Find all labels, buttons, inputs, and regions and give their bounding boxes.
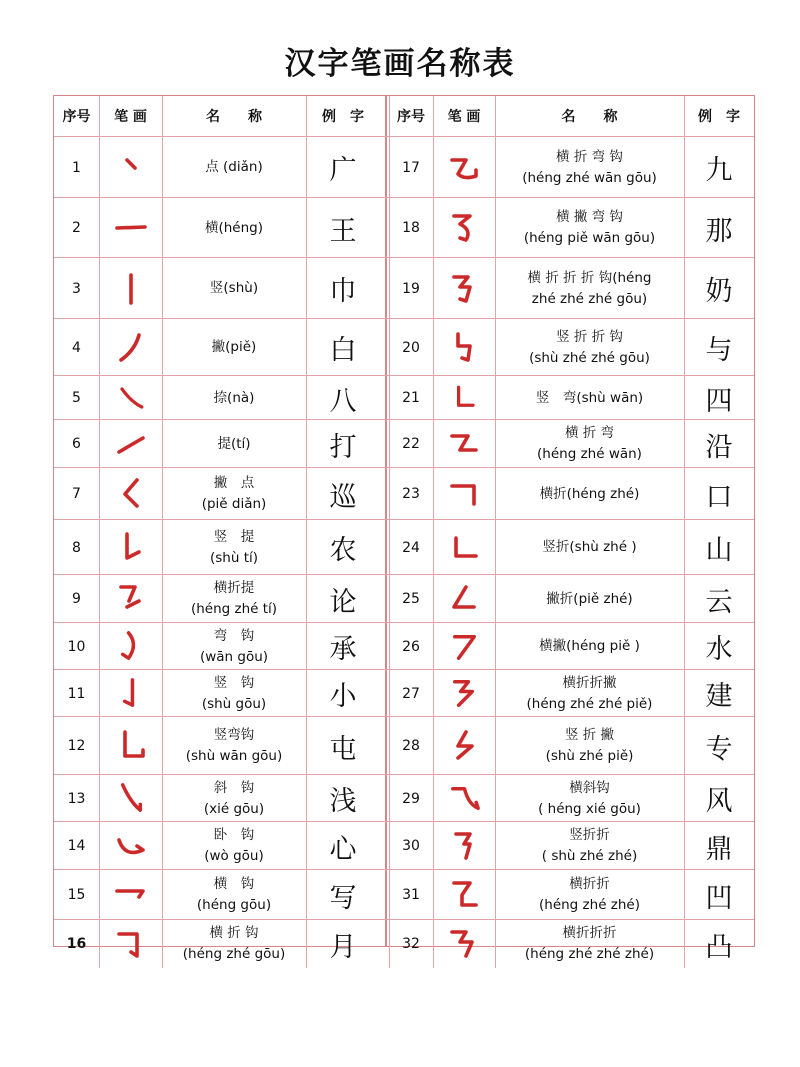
stroke-header: 笔 画: [447, 109, 481, 125]
stroke-name: 竖 弯(shù wān): [535, 389, 644, 406]
stroke-name: 横 折 折 折 钩(héng zhé zhé zhé gōu): [527, 269, 652, 307]
example-character: 月: [329, 931, 357, 963]
pie-stroke-icon: [111, 328, 151, 368]
stroke-name: 横 折 钩 (héng zhé gōu): [182, 925, 286, 962]
wangou-stroke-icon: [111, 627, 150, 666]
table-row: [54, 869, 754, 920]
table-row: [54, 257, 754, 319]
row-number: 28: [402, 738, 420, 754]
shu-stroke-icon: [111, 269, 151, 309]
stroke-cell: [99, 623, 162, 670]
piedian-stroke-icon: [111, 474, 151, 514]
stroke-name: 横 撇 弯 钩 (héng piě wān gōu): [523, 209, 656, 246]
table-row: [54, 136, 754, 198]
hengxiegou-stroke-icon: [445, 779, 484, 818]
stroke-cell: [433, 420, 495, 468]
stroke-name: 竖弯钩 (shù wān gōu): [185, 727, 283, 764]
example-character: 专: [705, 733, 733, 765]
stroke-cell: [99, 575, 162, 623]
row-number: 5: [72, 390, 81, 406]
example-character: 农: [329, 535, 357, 566]
hengpie-stroke-icon: [445, 627, 484, 666]
hengzhewan-stroke-icon: [444, 424, 484, 464]
stroke-cell: [433, 717, 495, 775]
stroke-cell: [99, 520, 162, 575]
row-number: 27: [402, 685, 420, 702]
stroke-cell: [433, 775, 495, 822]
stroke-cell: [99, 920, 162, 968]
page-title: 汉字笔画名称表: [284, 46, 516, 82]
example-character: 与: [705, 335, 733, 366]
row-number: 14: [67, 838, 86, 854]
stroke-name: 竖 提 (shù tí): [209, 528, 258, 566]
row-number: 9: [72, 591, 81, 607]
row-number: 25: [402, 591, 420, 607]
example-character: 水: [705, 634, 733, 665]
heng-stroke-icon: [111, 208, 151, 248]
example-character: 论: [329, 586, 357, 618]
example-character: 凹: [705, 882, 733, 914]
example-character: 小: [329, 681, 357, 712]
stroke-name: 撇折(piě zhé): [546, 590, 633, 607]
table-row: [54, 375, 754, 420]
table-row: [54, 318, 754, 376]
stroke-name: 竖 钩 (shù gōu): [201, 674, 267, 712]
stroke-name: 横 钩 (héng gōu): [196, 876, 272, 913]
table-row: [54, 519, 754, 575]
stroke-name: 横折提 (héng zhé tí): [190, 580, 278, 617]
hengzhewangou-stroke-icon: [444, 148, 484, 188]
header-row: [54, 96, 754, 136]
stroke-cell: [433, 920, 495, 968]
example-character: 白: [329, 335, 357, 366]
stroke-cell: [99, 198, 162, 258]
stroke-name: 竖 折 折 钩 (shù zhé zhé gōu): [529, 328, 650, 366]
row-number: 15: [67, 887, 86, 903]
index-header: 序号: [62, 109, 91, 125]
stroke-name: 竖折(shù zhé ): [542, 539, 637, 556]
row-number: 21: [402, 390, 420, 406]
stroke-name: 横折(héng zhé): [539, 485, 640, 502]
stroke-cell: [433, 575, 495, 623]
stroke-name: 斜 钩 (xié gōu): [203, 779, 265, 817]
stroke-names-table: [53, 95, 755, 963]
row-number: 20: [402, 339, 420, 356]
row-number: 10: [67, 638, 86, 655]
stroke-cell: [99, 258, 162, 319]
table-row: [54, 774, 754, 822]
stroke-name: 横折折 (héng zhé zhé): [539, 876, 640, 913]
example-character: 奶: [705, 276, 733, 307]
stroke-name: 卧 钩 (wò gōu): [204, 827, 264, 864]
row-number: 18: [402, 220, 420, 236]
stroke-name: 横折折折 (héng zhé zhé zhé): [524, 925, 655, 962]
index-header: 序号: [397, 109, 425, 125]
stroke-name: 撇(piě): [211, 339, 257, 356]
example-character: 口: [705, 481, 733, 513]
example-character: 写: [329, 882, 357, 914]
name-header: 名 称: [561, 109, 618, 125]
example-character: 巡: [329, 481, 357, 513]
row-number: 1: [72, 159, 81, 176]
row-number: 32: [402, 936, 420, 952]
stroke-name: 横折折撇 (héng zhé zhé piě): [526, 674, 653, 712]
stroke-cell: [99, 420, 162, 468]
example-character: 鼎: [705, 833, 733, 865]
example-character: 巾: [329, 276, 357, 307]
example-character: 承: [329, 634, 357, 665]
hengzhezhepie-stroke-icon: [445, 674, 484, 713]
stroke-header: 笔 画: [114, 109, 147, 125]
example-character: 八: [329, 385, 357, 417]
hengzhegou-stroke-icon: [111, 924, 151, 964]
stroke-name: 捺(nà): [213, 389, 255, 406]
table-row: [54, 669, 754, 717]
stroke-name: 横撇(héng piě ): [539, 638, 640, 655]
stroke-cell: [99, 775, 162, 822]
table-row: [54, 419, 754, 468]
example-character: 王: [329, 215, 357, 247]
row-number: 26: [402, 638, 420, 655]
hengzhe-stroke-icon: [444, 474, 484, 514]
stroke-cell: [433, 376, 495, 420]
stroke-cell: [433, 258, 495, 319]
example-character: 山: [705, 535, 733, 566]
stroke-cell: [99, 870, 162, 920]
row-number: 31: [402, 887, 420, 903]
example-character: 建: [705, 681, 733, 712]
stroke-name: 点 (diǎn): [205, 159, 263, 176]
wogou-stroke-icon: [111, 826, 151, 866]
shuzhezhegou-stroke-icon: [444, 328, 484, 368]
table-row: [54, 574, 754, 623]
stroke-cell: [99, 376, 162, 420]
shuti-stroke-icon: [111, 528, 151, 568]
example-character: 四: [705, 385, 733, 417]
stroke-cell: [433, 822, 495, 870]
row-number: 17: [402, 159, 420, 176]
stroke-name: 横(héng): [204, 219, 264, 236]
table-row: [54, 919, 754, 968]
row-number: 8: [72, 539, 81, 556]
row-number: 19: [402, 280, 420, 297]
stroke-name: 竖(shù): [209, 280, 259, 297]
ti-stroke-icon: [111, 424, 151, 464]
shuzhepie-stroke-icon: [444, 726, 484, 766]
example-header: 例 字: [322, 109, 364, 125]
stroke-name: 弯 钩 (wān gōu): [199, 627, 269, 665]
table-row: [54, 821, 754, 870]
row-number: 22: [402, 436, 420, 452]
stroke-cell: [433, 468, 495, 520]
stroke-name: 提(tí): [217, 435, 251, 452]
example-character: 沿: [705, 431, 733, 463]
row-number: 16: [66, 936, 87, 952]
stroke-cell: [99, 468, 162, 520]
row-number: 4: [72, 339, 81, 356]
example-character: 屯: [329, 733, 357, 765]
xiegou-stroke-icon: [111, 779, 150, 818]
example-character: 广: [329, 155, 357, 186]
row-number: 29: [402, 790, 420, 807]
hengzheti-stroke-icon: [111, 579, 151, 619]
stroke-name: 竖折折 ( shù zhé zhé): [541, 827, 638, 864]
stroke-cell: [99, 319, 162, 376]
shuwangou-stroke-icon: [111, 726, 151, 766]
table-row: [54, 467, 754, 520]
row-number: 24: [402, 539, 420, 556]
na-stroke-icon: [113, 380, 149, 416]
stroke-name: 横斜钩 ( héng xié gōu): [538, 779, 641, 817]
stroke-cell: [433, 137, 495, 198]
hengpiewangou-stroke-icon: [444, 208, 484, 248]
stroke-name: 横 折 弯 钩 (héng zhé wān gōu): [522, 148, 657, 186]
stroke-cell: [433, 670, 495, 717]
example-character: 风: [705, 786, 733, 817]
shuzhezhe-stroke-icon: [444, 826, 484, 866]
name-header: 名 称: [206, 109, 262, 125]
example-character: 九: [705, 155, 733, 186]
stroke-cell: [433, 520, 495, 575]
table-row: [54, 622, 754, 670]
stroke-name: 横 折 弯 (héng zhé wān): [537, 425, 642, 462]
table-row: [54, 197, 754, 258]
dian-stroke-icon: [111, 148, 151, 188]
row-number: 12: [67, 738, 86, 754]
example-header: 例 字: [698, 109, 740, 125]
row-number: 30: [402, 838, 420, 854]
hengzhezhezhe-stroke-icon: [444, 924, 484, 964]
example-character: 浅: [329, 786, 357, 817]
stroke-cell: [433, 870, 495, 920]
example-character: 打: [329, 431, 357, 463]
shugou-stroke-icon: [111, 674, 150, 713]
example-character: 凸: [705, 931, 733, 963]
hengzhezhe-stroke-icon: [444, 875, 484, 915]
shuzhe-stroke-icon: [444, 528, 484, 568]
row-number: 3: [72, 280, 81, 297]
row-number: 2: [72, 220, 81, 236]
table-row: [54, 716, 754, 775]
hengzhezhezhegou-stroke-icon: [444, 269, 484, 309]
stroke-cell: [99, 137, 162, 198]
row-number: 23: [402, 486, 420, 502]
henggou-stroke-icon: [111, 875, 151, 915]
stroke-name: 撇 点 (piě diǎn): [201, 475, 267, 512]
example-character: 心: [329, 833, 357, 865]
stroke-cell: [99, 717, 162, 775]
stroke-cell: [99, 822, 162, 870]
stroke-name: 竖 折 撇 (shù zhé piě): [545, 727, 634, 764]
row-number: 6: [72, 436, 81, 452]
example-character: 那: [705, 215, 733, 247]
stroke-cell: [433, 198, 495, 258]
stroke-cell: [433, 319, 495, 376]
shuwan-stroke-icon: [446, 380, 482, 416]
row-number: 13: [67, 790, 86, 807]
stroke-cell: [433, 623, 495, 670]
stroke-cell: [99, 670, 162, 717]
row-number: 11: [67, 685, 86, 702]
piezhe-stroke-icon: [444, 579, 484, 619]
row-number: 7: [72, 486, 81, 502]
example-character: 云: [705, 586, 733, 618]
